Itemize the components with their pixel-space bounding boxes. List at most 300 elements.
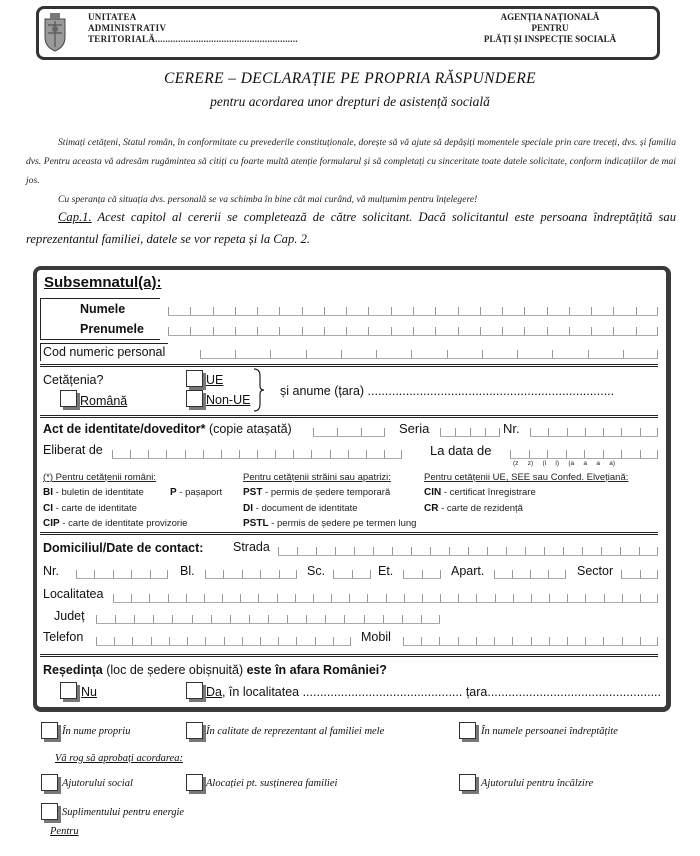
cell-divider [172,615,173,623]
residence-q-bold: este în afara României? [246,663,387,677]
cell-divider [567,637,568,645]
form-heading: Subsemnatul(a): [44,274,162,291]
cell-divider [203,450,204,458]
cell-divider [346,307,347,315]
cell-divider [525,547,526,555]
agency-line: AGENȚIA NAȚIONALĂ [500,12,600,22]
benefit-heating-checkbox[interactable] [459,774,476,791]
cell-divider [153,615,154,623]
cell-divider [517,350,518,358]
cell-divider [391,327,392,335]
cell-divider [403,637,404,645]
capacity-entitled-label: În numele persoanei îndreptățite [481,726,618,737]
cell-divider [401,450,402,458]
cell-divider [480,327,481,335]
cell-divider [224,637,225,645]
cell-divider [524,327,525,335]
cell-divider [367,594,368,602]
cell-divider [601,547,602,555]
cell-divider [566,450,567,458]
cell-divider [439,615,440,623]
date-hint-char: z) [527,460,534,467]
ue-label: UE [206,373,224,387]
cell-divider [335,547,336,555]
divider [40,364,658,367]
cell-divider [333,570,334,578]
sector-label: Sector [577,564,614,578]
cell-divider [544,547,545,555]
cell-divider [306,615,307,623]
cell-divider [565,570,566,578]
chapter-1-note [26,206,676,250]
cell-divider [440,428,441,436]
cell-divider [421,615,422,623]
cell-divider [148,450,149,458]
benefit-social-aid-label: Ajutorului social [62,778,133,789]
localitatea-input[interactable] [113,591,658,603]
cell-divider [657,594,658,602]
judet-input[interactable] [96,612,440,624]
cell-divider [257,450,258,458]
cell-divider [242,570,243,578]
legend-desc: - carte de rezidență [438,503,523,514]
numele-input[interactable] [168,304,658,316]
cell-divider [373,547,374,555]
agency-line: PLĂȚI ȘI INSPECȚIE SOCIALĂ [483,34,617,44]
bl-input[interactable] [205,567,297,579]
cell-divider [458,594,459,602]
cell-divider [569,327,570,335]
date-hint-char: a) [609,460,616,467]
cell-divider [134,615,135,623]
benefit-energy-checkbox[interactable] [41,803,58,820]
cell-divider [211,615,212,623]
telefon-input[interactable] [96,634,351,646]
cell-divider [221,450,222,458]
cell-divider [352,570,353,578]
sc-input[interactable] [333,567,371,579]
cell-divider [190,327,191,335]
cell-divider [591,307,592,315]
cell-divider [344,615,345,623]
issuer-block [88,12,298,45]
legend-desc: - permis de ședere pe termen lung [268,518,417,529]
cell-divider [167,570,168,578]
cell-divider [350,637,351,645]
cell-divider [348,450,349,458]
date-hint-char: l) [555,460,559,467]
cell-divider [640,428,641,436]
cell-divider [150,570,151,578]
divider [40,415,658,418]
legend-code: PSTL [243,518,269,529]
benefit-family-allowance-label: Alocației pt. susținerea familiei [206,778,338,789]
document-title: CERERE – DECLARAȚIE PE PROPRIA RĂSPUNDERE [163,70,537,87]
cell-divider [435,307,436,315]
cell-divider [113,570,114,578]
legend-desc: - pașaport [176,487,223,498]
cell-divider [657,327,658,335]
legend-romanian-title: (*) Pentru cetățenii români: [43,472,156,483]
cell-divider [279,570,280,578]
cell-divider [337,428,338,436]
residence-da-checkbox[interactable] [186,682,203,699]
capacity-own-checkbox[interactable] [41,722,58,739]
cell-divider [585,594,586,602]
cell-divider [621,570,622,578]
legend-eu-title: Pentru cetățenii UE, SEE sau Confed. Elvețiană: [424,472,629,483]
address-heading: Domiciliul/Date de contact: [43,541,204,555]
cell-divider [495,594,496,602]
cell-divider [151,637,152,645]
cell-divider [584,450,585,458]
legend-desc: - buletin de identitate [53,487,144,498]
capacity-family-rep-label: În calitate de reprezentant al familiei mele [206,726,385,737]
cell-divider [569,307,570,315]
cell-divider [287,615,288,623]
cell-divider [200,350,201,358]
identity-label [43,422,292,436]
legend-desc: - certificat înregistrare [441,487,536,498]
cell-divider [657,428,658,436]
cell-divider [230,615,231,623]
cell-divider [277,594,278,602]
citizenship-label: Cetățenia? [43,373,104,387]
cell-divider [529,450,530,458]
cell-divider [257,307,258,315]
cell-divider [213,307,214,315]
cell-divider [567,594,568,602]
residence-q-bold: Reședința [43,663,103,677]
cell-divider [622,594,623,602]
mobil-label: Mobil [361,630,391,644]
date-hint-char: a [596,460,600,467]
cell-divider [620,547,621,555]
cell-divider [549,637,550,645]
cell-divider [391,307,392,315]
cell-divider [657,450,658,458]
cell-divider [403,570,404,578]
legend-item [43,518,187,529]
chapter-text: Acest capitol al cererii se completează de către solicitant. Dacă solicitantul este persoana îndreptățită sau reprezentantul familiei, datele se vor repeta și la Cap. 2. [26,210,676,246]
legend-code: PST [243,487,263,498]
residence-da-text: Da [206,685,222,699]
nr-input[interactable] [530,425,658,437]
romana-checkbox[interactable] [60,390,77,407]
divider [40,654,658,657]
judet-label: Județ [54,609,85,623]
cell-divider [186,594,187,602]
capacity-entitled-checkbox[interactable] [459,722,476,739]
cell-divider [502,307,503,315]
document-subtitle: pentru acordarea unor drepturi de asistență socială [210,94,490,109]
legend-code: CIN [424,487,442,498]
legend-code: CIP [43,518,60,529]
cell-divider [513,594,514,602]
prenumele-input[interactable] [168,324,658,336]
numele-label: Numele [80,302,126,316]
cell-divider [548,570,549,578]
benefit-energy-label: Suplimentului pentru energie [62,807,185,818]
cell-divider [204,594,205,602]
country-field[interactable]: și anume (țara) ....................................................................... [280,384,615,398]
cell-divider [315,637,316,645]
cell-divider [421,637,422,645]
cell-divider [603,637,604,645]
non-ue-checkbox[interactable] [186,390,203,407]
cell-divider [512,637,513,645]
cell-divider [476,637,477,645]
et-label: Et. [378,564,394,578]
legend-desc: - carte de identitate [53,503,137,514]
cell-divider [485,428,486,436]
cell-divider [223,570,224,578]
cell-divider [657,307,658,315]
sc-label: Sc. [307,564,326,578]
chapter-label: Cap.1. [58,210,92,224]
cell-divider [325,615,326,623]
legend-desc: - permis de ședere temporară [262,487,391,498]
cell-divider [76,570,77,578]
legend-item [243,518,416,529]
cell-divider [297,547,298,555]
cell-divider [313,594,314,602]
cell-divider [524,307,525,315]
cell-divider [240,594,241,602]
cell-divider [275,450,276,458]
capacity-own-label: În nume propriu [62,726,131,737]
cell-divider [222,594,223,602]
cell-divider [235,307,236,315]
cell-divider [302,327,303,335]
nr-address-input[interactable] [76,567,168,579]
cell-divider [279,307,280,315]
agency-line: PENTRU [531,23,569,33]
et-input[interactable] [403,567,441,579]
nr-address-label: Nr. [43,564,59,578]
cell-divider [131,570,132,578]
cell-divider [168,594,169,602]
legend-item [424,487,536,498]
cell-divider [440,594,441,602]
cell-divider [114,637,115,645]
sector-input[interactable] [621,567,658,579]
cnp-label: Cod numeric personal [43,345,166,359]
residence-nu-label: Nu [81,685,97,699]
cell-divider [549,594,550,602]
telefon-label: Telefon [43,630,84,644]
id-type-input[interactable] [313,425,385,437]
cell-divider [439,637,440,645]
cell-divider [205,637,206,645]
cell-divider [499,428,500,436]
cell-divider [657,570,658,578]
ue-checkbox[interactable] [186,370,203,387]
cell-divider [384,428,385,436]
cell-divider [96,615,97,623]
legend-code: CR [424,503,439,514]
identity-label-bold: Act de identitate/doveditor* [43,422,206,436]
cell-divider [268,615,269,623]
cell-divider [552,350,553,358]
request-label: Vă rog să aprobați acordarea: [55,753,183,764]
cell-divider [639,547,640,555]
apart-input[interactable] [494,567,566,579]
date-hint-char: (a [568,460,575,467]
cell-divider [311,450,312,458]
cell-divider [413,307,414,315]
residence-nu-checkbox[interactable] [60,682,77,699]
residence-question [43,663,387,677]
cell-divider [494,637,495,645]
capacity-family-rep-checkbox[interactable] [186,722,203,739]
cell-divider [588,350,589,358]
cell-divider [458,307,459,315]
cell-divider [293,450,294,458]
cell-divider [567,428,568,436]
legend-item [243,503,358,514]
cell-divider [324,307,325,315]
cell-divider [613,307,614,315]
cell-divider [235,350,236,358]
cell-divider [302,307,303,315]
cell-divider [190,307,191,315]
cell-divider [130,450,131,458]
legend-code: DI [243,503,253,514]
cell-divider [468,547,469,555]
strada-input[interactable] [278,544,658,556]
cell-divider [487,547,488,555]
cell-divider [458,327,459,335]
cell-divider [260,637,261,645]
benefit-family-allowance-checkbox[interactable] [186,774,203,791]
cell-divider [330,450,331,458]
cell-divider [366,450,367,458]
cell-divider [447,350,448,358]
cell-divider [168,307,169,315]
cell-divider [131,594,132,602]
prenumele-label: Prenumele [80,322,144,336]
cell-divider [112,450,113,458]
bl-label: Bl. [180,564,195,578]
cell-divider [349,594,350,602]
residence-da-label [206,685,661,699]
cell-divider [235,327,236,335]
brace-icon [252,368,266,412]
seria-input[interactable] [440,425,500,437]
legend-code: P [170,487,177,498]
cnp-input[interactable] [200,347,658,359]
cell-divider [296,637,297,645]
legend-desc: - document de identitate [253,503,358,514]
cell-divider [187,637,188,645]
mobil-input[interactable] [403,634,658,646]
localitatea-label: Localitatea [43,587,104,601]
date-hint-char: (z [513,460,519,467]
cell-divider [94,570,95,578]
cell-divider [169,637,170,645]
cell-divider [149,594,150,602]
cell-divider [386,594,387,602]
cell-divider [430,547,431,555]
cell-divider [213,327,214,335]
cell-divider [636,327,637,335]
date-input[interactable] [510,447,658,459]
cell-divider [370,570,371,578]
cell-divider [530,570,531,578]
benefit-heating-label: Ajutorului pentru încălzire [481,778,594,789]
agency-block [445,12,655,45]
cell-divider [115,615,116,623]
cell-divider [502,327,503,335]
cell-divider [316,547,317,555]
cell-divider [404,594,405,602]
cell-divider [324,327,325,335]
benefit-social-aid-checkbox[interactable] [41,774,58,791]
cell-divider [470,428,471,436]
cell-divider [278,637,279,645]
cell-divider [166,450,167,458]
apart-label: Apart. [451,564,485,578]
eliberat-input[interactable] [112,447,402,459]
cell-divider [640,450,641,458]
legend-item [424,503,523,514]
cell-divider [368,307,369,315]
cell-divider [341,350,342,358]
cell-divider [402,615,403,623]
cell-divider [422,570,423,578]
cell-divider [440,570,441,578]
cell-divider [512,570,513,578]
cell-divider [621,450,622,458]
residence-location-field[interactable]: , în localitatea .............................................. țara.................................................. [221,685,661,699]
cell-divider [270,350,271,358]
cell-divider [547,450,548,458]
cell-divider [411,547,412,555]
cell-divider [258,594,259,602]
cell-divider [413,327,414,335]
cell-divider [640,570,641,578]
legend-item [43,487,144,498]
divider [40,532,658,535]
cell-divider [278,547,279,555]
cell-divider [168,327,169,335]
cell-divider [392,547,393,555]
cell-divider [506,547,507,555]
cell-divider [636,307,637,315]
cell-divider [531,637,532,645]
cell-divider [242,637,243,645]
cell-divider [331,594,332,602]
cell-divider [205,570,206,578]
cell-divider [260,570,261,578]
date-hint-char: (l [542,460,547,467]
cell-divider [295,594,296,602]
seria-label: Seria [399,421,430,436]
cell-divider [622,637,623,645]
cell-divider [547,307,548,315]
cell-divider [192,615,193,623]
cell-divider [296,570,297,578]
legend-foreign-title: Pentru cetățenii străini sau apatrizi: [243,472,391,483]
residence-q-note: (loc de ședere obișnuită) [102,663,247,677]
cell-divider [657,547,658,555]
cell-divider [376,350,377,358]
nr-label: Nr. [503,421,520,436]
cell-divider [384,450,385,458]
issuer-line: UNITATEA [88,12,137,22]
cell-divider [279,327,280,335]
